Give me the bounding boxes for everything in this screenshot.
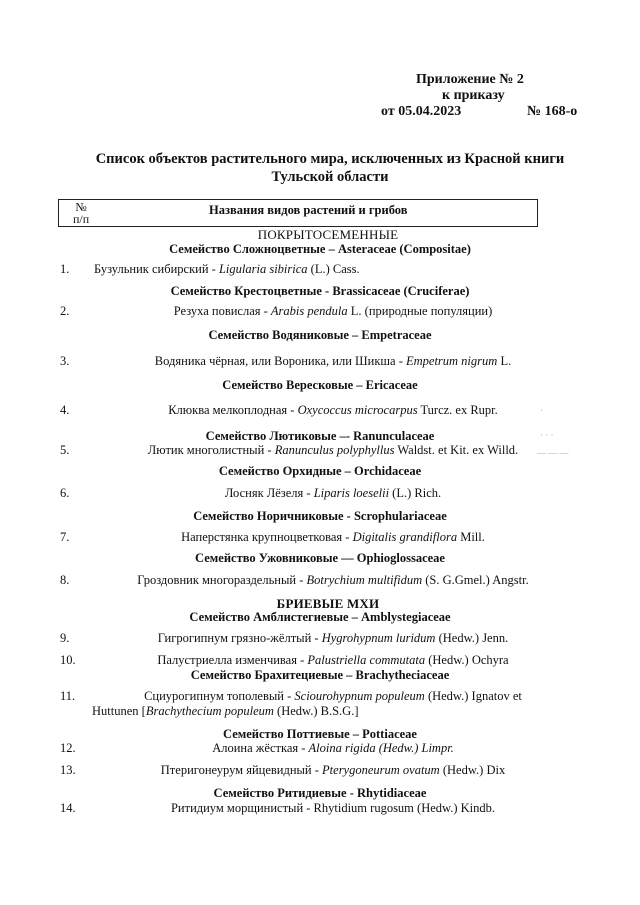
species-name: Бузульник сибирский - Ligularia sibirica (L.) Cass. xyxy=(94,262,360,276)
item-number: 10. xyxy=(60,653,76,667)
scan-artifact: · · · xyxy=(540,430,554,440)
order-number: № 168-о xyxy=(527,104,578,119)
scan-artifact: — — — xyxy=(537,448,569,458)
species-name: Птеригонеурум яйцевидный - Pterygoneurum ovatum (Hedw.) Dix xyxy=(160,763,506,777)
document-title xyxy=(60,150,600,186)
species-name-continued: Huttunen [Brachythecium populeum (Hedw.) B.S.G.] xyxy=(92,704,359,718)
item-number: 6. xyxy=(60,486,70,500)
item-number: 12. xyxy=(60,741,76,755)
division-heading: ПОКРЫТОСЕМЕННЫЕ xyxy=(257,227,399,242)
species-name: Алоина жёсткая - Aloina rigida (Hedw.) Limpr. xyxy=(212,741,454,755)
family-heading: Семейство Орхидные – Orchidaceae xyxy=(218,464,422,478)
family-heading: Семейство Брахитециевые – Brachytheciaceae xyxy=(190,668,450,682)
item-number: 1. xyxy=(60,262,70,276)
family-heading: Семейство Ужовниковые — Ophioglossaceae xyxy=(195,551,445,565)
species-name: Гроздовник многораздельный - Botrychium multifidum (S. G.Gmel.) Angstr. xyxy=(137,573,529,587)
family-heading: Семейство Сложноцветные – Asteraceae (Compositae) xyxy=(169,242,471,256)
family-heading: Семейство Водяниковые – Empetraceae xyxy=(208,328,432,342)
item-number: 7. xyxy=(60,530,70,544)
family-heading: Семейство Вересковые – Ericaceae xyxy=(222,378,418,392)
item-number: 8. xyxy=(60,573,70,587)
species-name: Ритидиум морщинистый - Rhytidium rugosum (Hedw.) Kindb. xyxy=(170,801,496,815)
item-number: 9. xyxy=(60,631,70,645)
species-name: Палустриелла изменчивая - Palustriella commutata (Hedw.) Ochyra xyxy=(157,653,509,667)
family-heading: Семейство Ритидиевые - Rhytidiaceae xyxy=(213,786,427,800)
item-number: 11. xyxy=(60,689,76,703)
species-name: Наперстянка крупноцветковая - Digitalis grandiflora Mill. xyxy=(181,530,485,544)
family-heading: Семейство Лютиковые –- Ranunculaceae xyxy=(205,429,435,443)
order-date: от 05.04.2023 xyxy=(381,104,462,119)
family-heading: Семейство Поттиевые – Pottiaceae xyxy=(223,727,417,741)
header-names-column: Названия видов растений и грибов xyxy=(209,203,408,217)
species-name: Резуха повислая - Arabis pendula L. (природные популяции) xyxy=(173,304,493,318)
number-abbrev: п/п xyxy=(73,212,90,226)
family-heading: Семейство Норичниковые - Scrophulariaceae xyxy=(193,509,447,523)
species-name: Клюква мелкоплодная - Oxycoccus microcarpus Turcz. ex Rupr. xyxy=(168,403,498,417)
item-number: 3. xyxy=(60,354,70,368)
item-number: 2. xyxy=(60,304,70,318)
family-heading: Семейство Крестоцветные - Brassicaceae (Cruciferae) xyxy=(170,284,470,298)
appendix-label: Приложение № 2 xyxy=(416,72,524,87)
species-name: Водяника чёрная, или Вороника, или Шикша - Empetrum nigrum L. xyxy=(154,354,512,368)
species-name: Лосняк Лёзеля - Liparis loeselii (L.) Rich. xyxy=(224,486,442,500)
item-number: 5. xyxy=(60,443,70,457)
table-header xyxy=(58,199,538,227)
division-heading: БРИЕВЫЕ МХИ xyxy=(276,596,380,611)
scan-artifact: · xyxy=(540,405,543,415)
species-name: Гигрогипнум грязно-жёлтый - Hygrohypnum luridum (Hedw.) Jenn. xyxy=(157,631,509,645)
species-name: Сциурогипнум тополевый - Sciourohypnum populeum (Hedw.) Ignatov et xyxy=(144,689,522,703)
family-heading: Семейство Амблистегиевые – Amblystegiaceae xyxy=(189,610,451,624)
number-sign: № xyxy=(75,200,87,214)
to-order-label: к приказу xyxy=(442,88,505,103)
item-number: 13. xyxy=(60,763,76,777)
title-line-1: Список объектов растительного мира, исключенных из Красной книги xyxy=(95,151,565,167)
species-name: Лютик многолистный - Ranunculus polyphyllus Waldst. et Kit. ex Willd. xyxy=(147,443,519,457)
header-number-column xyxy=(73,201,89,225)
item-number: 4. xyxy=(60,403,70,417)
title-line-2: Тульской области xyxy=(271,169,389,185)
item-number: 14. xyxy=(60,801,76,815)
